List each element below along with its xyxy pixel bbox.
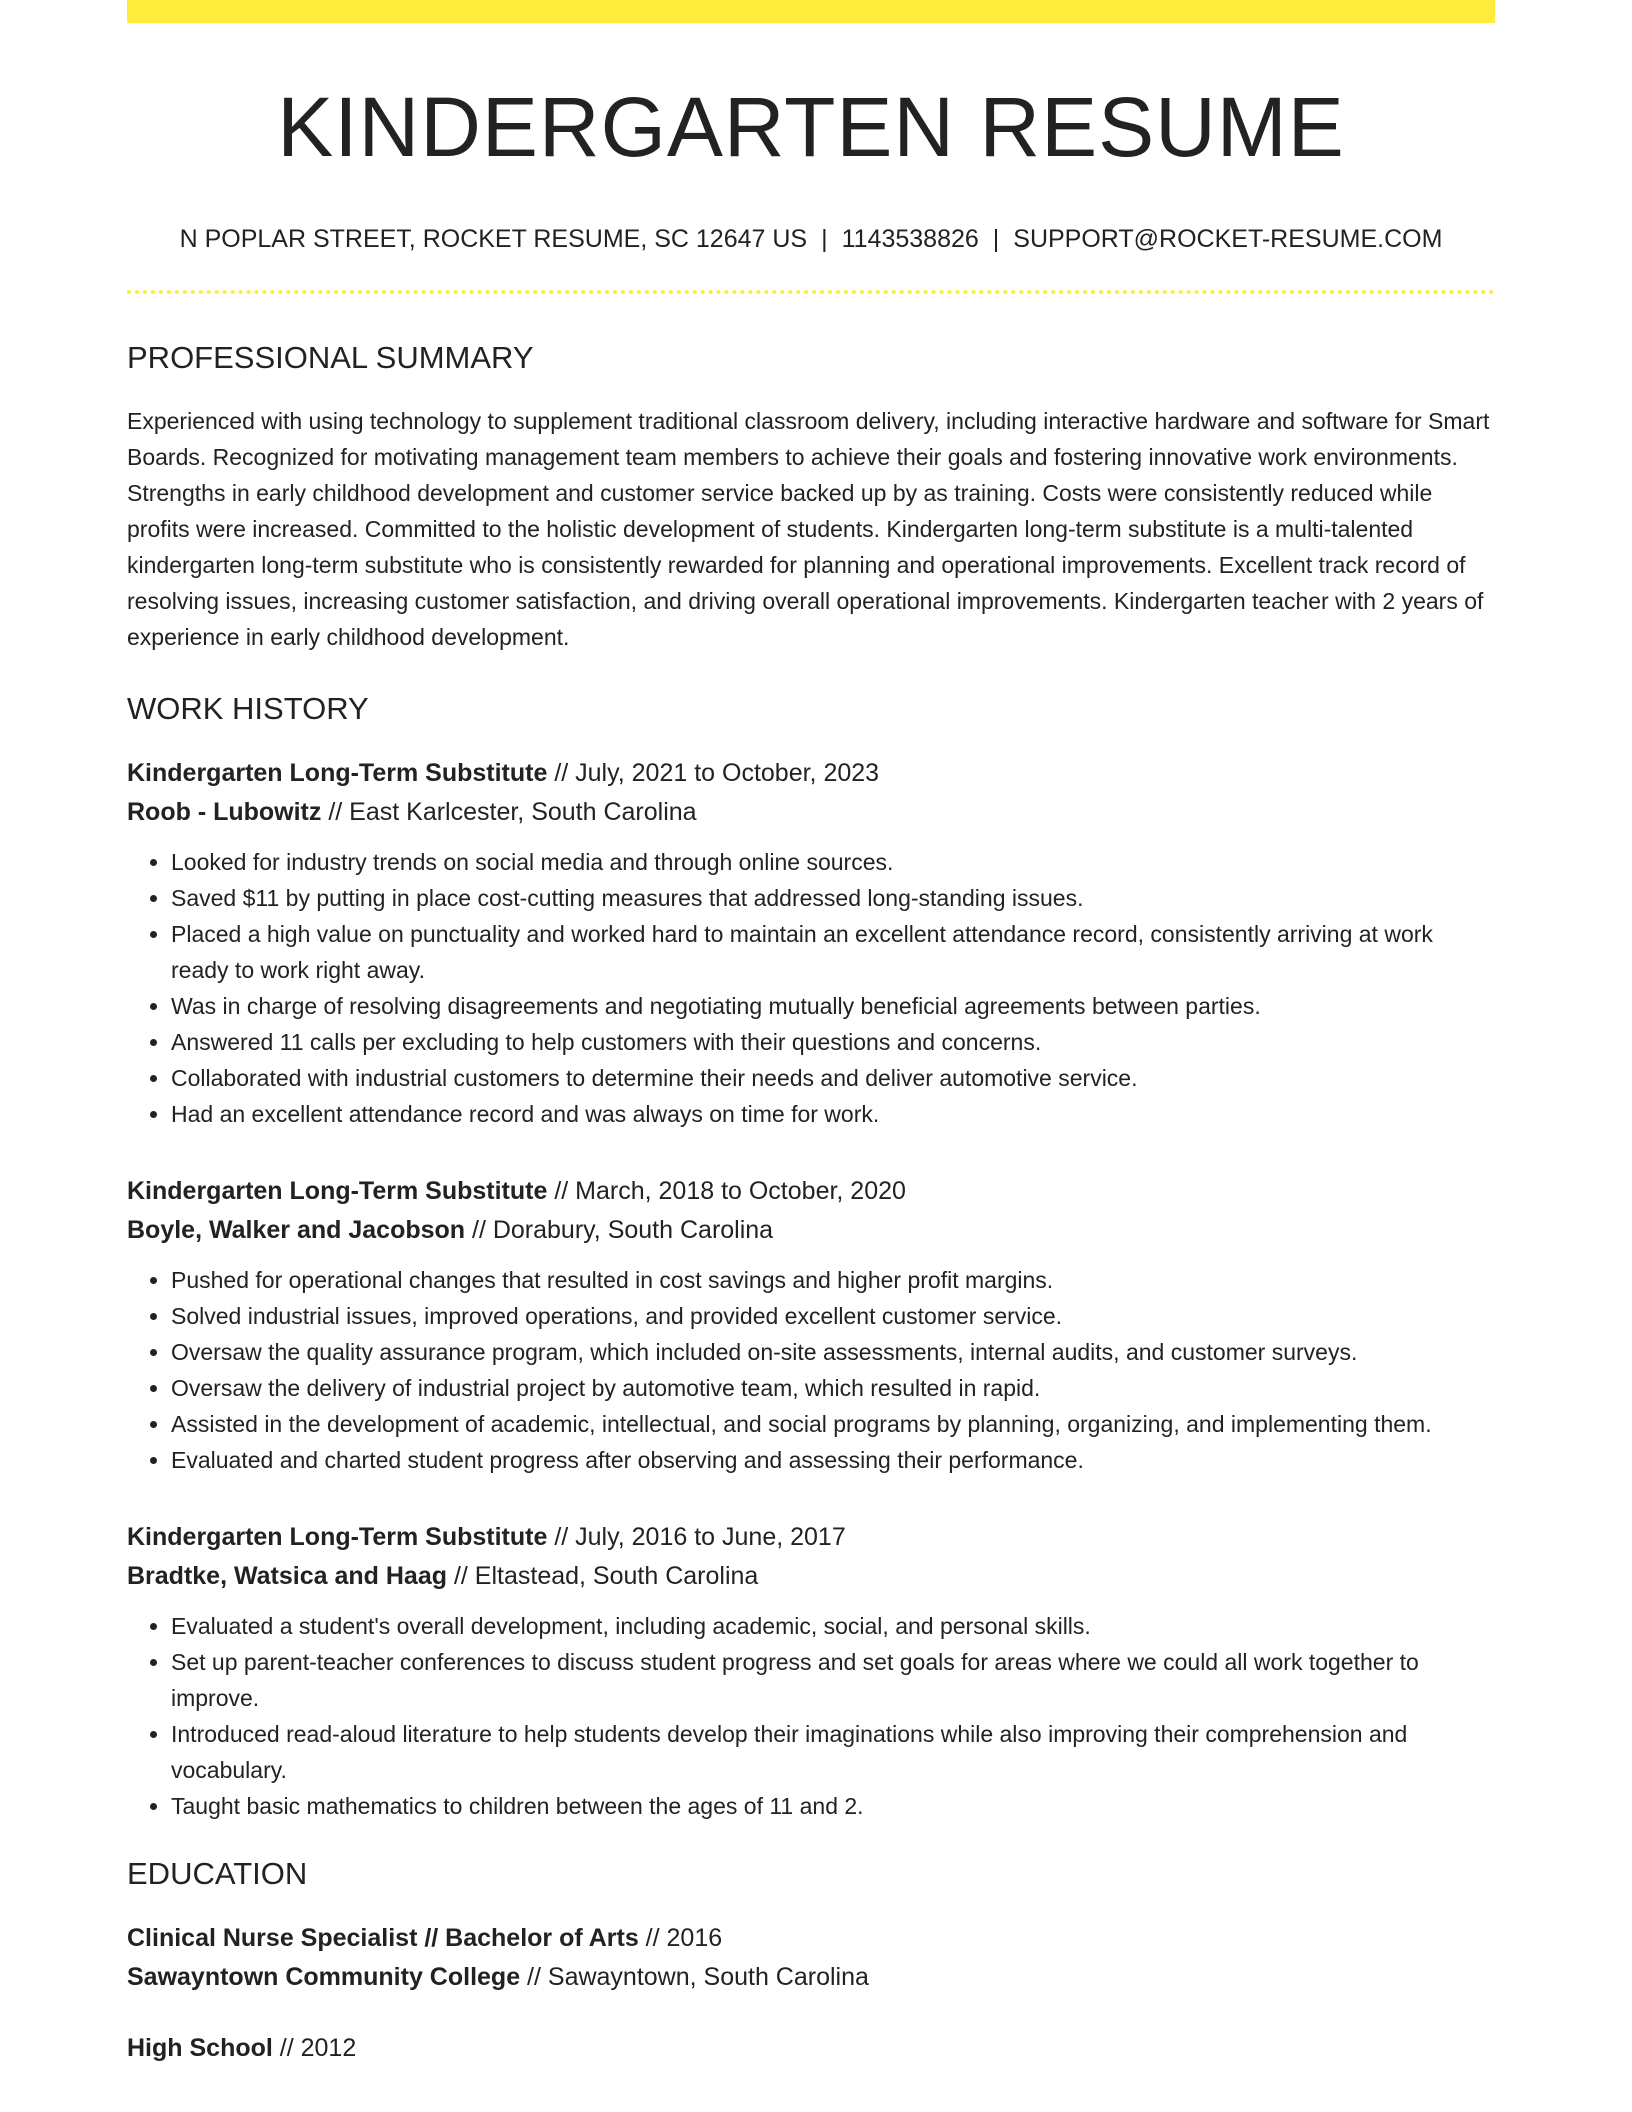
education-year: // 2012 — [272, 2034, 357, 2062]
contact-separator: | — [992, 225, 1000, 253]
job-role: Kindergarten Long-Term Substitute — [127, 759, 548, 787]
accent-top-bar — [127, 0, 1495, 23]
contact-separator: | — [821, 225, 828, 253]
job-bullets — [127, 1608, 1495, 1824]
job-title-line — [127, 1172, 1495, 1211]
job-company: Roob - Lubowitz — [127, 798, 322, 826]
job-location: // East Karlcester, South Carolina — [321, 798, 697, 826]
job-bullet: • Set up parent-teacher conferences to discuss student progress and set goals for areas where we could all work together to improve. — [171, 1644, 1495, 1716]
job-bullets — [127, 844, 1495, 1132]
summary-text: Experienced with using technology to supplement traditional classroom delivery, including interactive hardware and software for Smart Boards. Recognized for motivating management team members to achieve their goals and fostering innovative work environments. Strengths in early childhood development and customer service backed up by as training. Costs were consistently reduced while profits were increased. Committed to the holistic development of students. Kindergarten long-term substitute is a multi-talented kindergarten long-term substitute who is consistently rewarded for planning and operational improvements. Excellent track record of resolving issues, increasing customer satisfaction, and driving overall operational improvements. Kindergarten teacher with 2 years of experience in early childhood development. — [127, 408, 1490, 650]
job-bullet: • Was in charge of resolving disagreements and negotiating mutually beneficial agreements between parties. — [171, 988, 1495, 1024]
job-bullet: • Looked for industry trends on social media and through online sources. — [171, 844, 1495, 880]
job-entry — [127, 754, 1495, 1132]
education-entry — [127, 1919, 1495, 1997]
job-company-line — [127, 793, 1495, 832]
job-entry — [127, 1518, 1495, 1824]
job-company: Boyle, Walker and Jacobson — [127, 1216, 466, 1244]
education-heading: EDUCATION — [127, 1856, 308, 1891]
job-bullets — [127, 1262, 1495, 1478]
education-year: // 2016 — [638, 1924, 723, 1952]
resume-page — [127, 0, 1495, 2068]
education-entry — [127, 2029, 1495, 2068]
resume-name: KINDERGARTEN RESUME — [277, 80, 1345, 174]
job-role: Kindergarten Long-Term Substitute — [127, 1523, 548, 1551]
contact-line — [127, 227, 1495, 252]
job-bullet: • Answered 11 calls per excluding to help customers with their questions and concerns. — [171, 1024, 1495, 1060]
job-company-line — [127, 1557, 1495, 1596]
work-history-heading: WORK HISTORY — [127, 691, 369, 726]
dotted-divider — [127, 290, 1495, 294]
job-bullet: • Saved $11 by putting in place cost-cutting measures that addressed long-standing issues. — [171, 880, 1495, 916]
job-bullet: • Collaborated with industrial customers to determine their needs and deliver automotive service. — [171, 1060, 1495, 1096]
job-dates: // July, 2016 to June, 2017 — [547, 1523, 846, 1551]
job-bullet: • Evaluated and charted student progress after observing and assessing their performance. — [171, 1442, 1495, 1478]
job-dates: // July, 2021 to October, 2023 — [547, 759, 880, 787]
summary-heading: PROFESSIONAL SUMMARY — [127, 340, 534, 375]
job-bullet: • Evaluated a student's overall development, including academic, social, and personal skills. — [171, 1608, 1495, 1644]
contact-email[interactable]: SUPPORT@ROCKET-RESUME.COM — [1013, 225, 1443, 253]
education-degree-line — [127, 2029, 1495, 2068]
job-bullet: • Pushed for operational changes that resulted in cost savings and higher profit margins. — [171, 1262, 1495, 1298]
job-company: Bradtke, Watsica and Haag — [127, 1562, 448, 1590]
contact-address: N POPLAR STREET, ROCKET RESUME, SC 12647 US — [179, 225, 808, 253]
job-bullet: • Taught basic mathematics to children between the ages of 11 and 2. — [171, 1788, 1495, 1824]
job-bullet: • Introduced read-aloud literature to help students develop their imaginations while also improving their comprehension and vocabulary. — [171, 1716, 1495, 1788]
education-degree: High School — [127, 2034, 273, 2062]
job-location: // Dorabury, South Carolina — [465, 1216, 774, 1244]
job-location: // Eltastead, South Carolina — [447, 1562, 759, 1590]
job-bullet: • Placed a high value on punctuality and worked hard to maintain an excellent attendance record, consistently arriving at work ready to work right away. — [171, 916, 1495, 988]
education-school: Sawayntown Community College — [127, 1963, 521, 1991]
job-bullet: • Oversaw the quality assurance program, which included on-site assessments, internal audits, and customer surveys. — [171, 1334, 1495, 1370]
education-degree: Clinical Nurse Specialist // Bachelor of Arts — [127, 1924, 639, 1952]
education-degree-line — [127, 1919, 1495, 1958]
contact-phone: 1143538826 — [841, 225, 979, 253]
education-school-line — [127, 1958, 1495, 1997]
job-role: Kindergarten Long-Term Substitute — [127, 1177, 548, 1205]
job-entry — [127, 1172, 1495, 1478]
job-title-line — [127, 1518, 1495, 1557]
job-dates: // March, 2018 to October, 2020 — [547, 1177, 906, 1205]
job-bullet: • Solved industrial issues, improved operations, and provided excellent customer service. — [171, 1298, 1495, 1334]
job-title-line — [127, 754, 1495, 793]
education-location: // Sawayntown, South Carolina — [520, 1963, 869, 1991]
job-company-line — [127, 1211, 1495, 1250]
job-bullet: • Assisted in the development of academic, intellectual, and social programs by planning, organizing, and implementing them. — [171, 1406, 1495, 1442]
job-bullet: • Had an excellent attendance record and was always on time for work. — [171, 1096, 1495, 1132]
job-bullet: • Oversaw the delivery of industrial project by automotive team, which resulted in rapid. — [171, 1370, 1495, 1406]
